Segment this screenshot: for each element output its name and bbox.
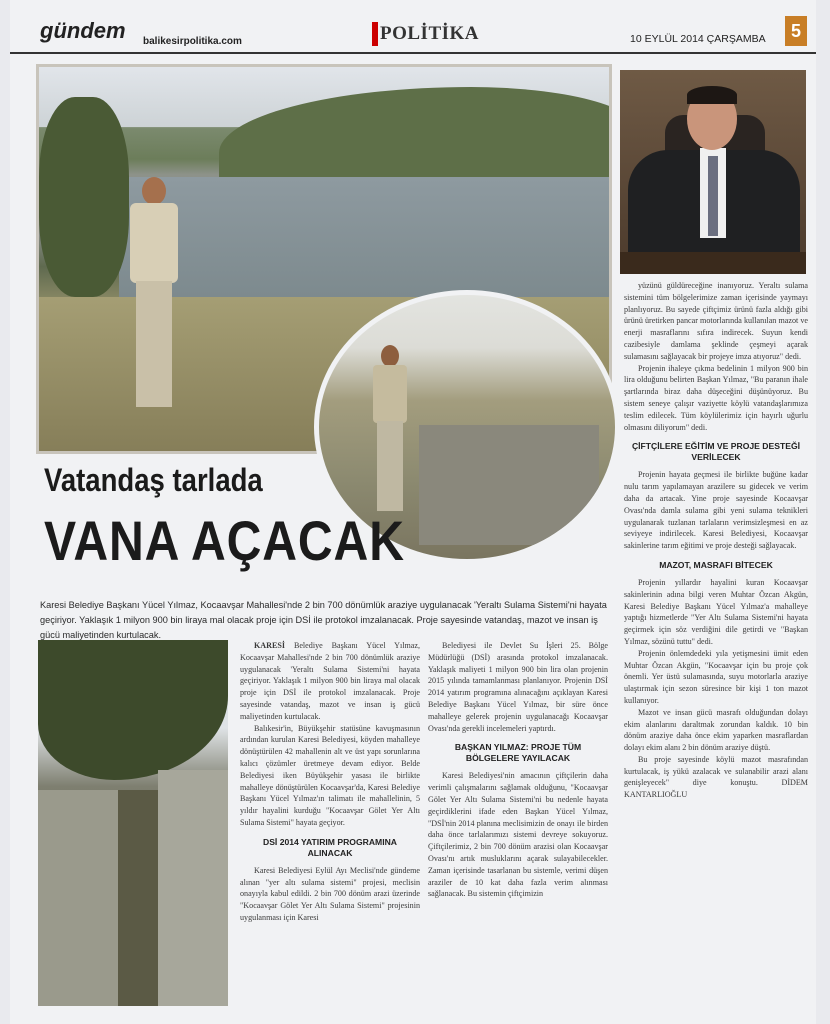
article-column-2 xyxy=(428,640,608,900)
paragraph: Belediyesi ile Devlet Su İşleri 25. Bölge Müdürlüğü (DSİ) arasında protokol imzalanacak. Yaklaşık maliyeti 1 milyon 900 bin lira olan projenin 2015 yılında tamamlanması planlanıyor. Projenin DSİ 2014 yatırım programına alınacağını açıklayan Karesi Belediye Başkanı Yücel Yılmaz, bir süre önce mahalleye gelerek projenin uygulanacağı Kocaavşar Ovası'nda gerekli incelemeleri yaptırdı. xyxy=(428,641,608,733)
paragraph: Belediye Başkanı Yücel Yılmaz, Kocaavşar Mahallesi'nde 2 bin 700 dönümlük araziye uygulanacak 'Yeraltı Sulama Sistemi'ni hayata geçiriyor. Yaklaşık 1 milyon 900 bin liraya mal olacak proje için DSİ ile protokol imzalanacak. Proje sayesinde vatandaş, mazot ve insan iş gücü maliyetinden kurtulacak. xyxy=(240,641,420,721)
article-column-3 xyxy=(624,280,808,801)
byline: DİDEM KANTARLIOĞLU xyxy=(624,778,808,800)
subheading: MAZOT, MASRAFI BİTECEK xyxy=(659,559,773,570)
page-header xyxy=(10,0,816,54)
paragraph: Projenin hayata geçmesi ile birlikte buğüne kadar nulu tarım yapılamayan arazilere su gidecek ve verim daha da artacak. Yine proje sayesinde Kocaavşar Ovası'nda damla sulama gibi yeni sulama teknikleri uygulanarak tuzlanan tarlaların verimsizleşmesi en az seviyeye indirilecek. Karesi Belediyesi, Kocaavşar sakinlerine tarım eğitimi ve proje desteği sağlayacak. xyxy=(624,470,808,551)
article-column-1 xyxy=(240,640,420,924)
mayor-portrait-photo xyxy=(620,70,806,274)
newspaper-logo xyxy=(372,20,479,48)
paragraph: Karesi Belediyesi Eylül Ayı Meclisi'nde gündeme alınan "yer altı sulama sistemi" projesi, meclisin onayıyla kabul edildi. 2 bin 700 dönüm arazi üzerinde "Kocaavşar Gölet Yer Altı Sulama Sistemi" projesinin uygulanması için Karesi xyxy=(240,865,420,922)
paragraph: Bu proje sayesinde köylü mazot masrafından kurtulacak, iş yükü azalacak ve sulanabilir arazi alanı genişleyecek" diye konuştu. xyxy=(624,754,808,788)
paragraph: Balıkesir'in, Büyükşehir statüsüne kavuşmasının ardından kurulan Karesi Belediyesi, köyden mahalleye dönüştürülen 42 mahallenin alt ve üst yapı sorunlarına kalıcı çözümler üretmeye devam ediyor. Belde Belediyesi iken Büyükşehir yasası ile birlikte mahalleye dönüştürülen Kocaavşar'da, Karesi Belediye Başkanı Yücel Yılmaz'ın talimatı ile mahallelinin, 5 yıldır hayalini kurduğu "Kocaavşar Gölet Yer Altı Sulama Sistemi" hayata geçiyor. xyxy=(240,723,420,827)
man-at-tank-figure xyxy=(369,345,409,515)
section-name: gündem xyxy=(40,18,126,43)
paragraph: Projenin önlemdedeki yıla yetişmesini ümit eden Muhtar Özcan Akgün, "Kocaavşar için bu proje çok önemli. Yer üstü sulamasında, suyu motorlarla araziye ulaştırmak için sezon süresince bir kişi 1 ton mazot kullanıyor. xyxy=(624,648,808,705)
dateline: KARESİ xyxy=(254,641,286,650)
logo-text: POLİTİKA xyxy=(380,23,480,44)
page-number: 5 xyxy=(785,16,807,46)
article-lead: Karesi Belediye Başkanı Yücel Yılmaz, Kocaavşar Mahallesi'nde 2 bin 700 dönümlük araziye uygulanacak 'Yeraltı Sulama Sistemi'ni hayata geçiriyor. Yaklaşık 1 milyon 900 bin liraya mal olacak proje için DSİ ile protokol imzalanacak. Proje sayesinde vatandaş, mazot ve insan iş gücü maliyetinden kurtulacak. xyxy=(40,600,607,640)
paragraph: Mazot ve insan gücü masrafı olduğundan dolayı ekim alanlarını daraltmak zorundan kaldık. 10 bin dönüm araziye daha önce ekim yaparken masraflardan dolayı ekim alanı 2 bin dönüm araziye düştü. xyxy=(624,707,808,753)
headline-kicker: Vatandaş tarlada xyxy=(44,462,263,498)
logo-mark xyxy=(372,22,378,46)
canal-photo xyxy=(38,640,228,1006)
subheading: ÇİFTÇİLERE EĞİTİM VE PROJE DESTEĞİ VERİLECEK xyxy=(631,441,801,463)
paragraph: Projenin ihaleye çıkma bedelinin 1 milyon 900 bin lira olduğunu belirten Başkan Yılmaz, "Bu paranın ihale şartlarında biraz daha düşeceğini düşünüyoruz. Bu sistem seneye çalışır vaziyette köylü vatandaşlarımıza teslim edilecek. Tüm köylülerimiz için hayırlı uğurlu olmasını diliyorum" dedi. xyxy=(624,363,808,432)
paragraph: yüzünü güldüreceğine inanıyoruz. Yeraltı sulama sistemini tüm bölgelerimize zaman içerisinde yaymayı planlıyoruz. Bu sayede çiftçimiz ürünü fazla aldığı gibi ürünü üretirken pancar motorlarında kullanılan mazot ve enerji masraflarını sıfıra indirecek. Suyun kendi cazibesiyle damlama şeklinde çeşmeyi açarak sulamasını sağlayacak bir projeye imza atıyoruz" dedi. xyxy=(624,281,808,361)
paragraph: Karesi Belediyesi'nin amacının çiftçilerin daha verimli çalışmalarını sağlamak olduğunu, "Kocaavşar Gölet Yer Altı Sulama Sistemi'ni bu nedenle hayata geçirdiklerini ifade eden Başkan Yücel Yılmaz, "DSİ'nin 2014 planına meclisimizin de onayı ile birden daha önce tarlalarımızı sistemi devreye sokuyoruz. Çiftçilerimiz, 2 bin 700 dönüm arazisi olan Kocaavşar Ovası'nı artık musluklarını açarak sulayabilecekler. Zaman içerisinde tasarlanan bu sistemle, verimi düşen araziler de 10 kat daha fazla verim alınması sağlanacak. Bu sistemin çiftçimizin xyxy=(428,771,608,899)
headline-title: VANA AÇACAK xyxy=(44,509,405,572)
site-url[interactable]: balikesirpolitika.com xyxy=(143,36,242,47)
issue-date: 10 EYLÜL 2014 ÇARŞAMBA xyxy=(630,33,766,45)
subheading: BAŞKAN YILMAZ: PROJE TÜM BÖLGELERE YAYILACAK xyxy=(454,742,582,764)
paragraph: Projenin yıllardır hayalini kuran Kocaavşar sakinlerinin adına bilgi veren Muhtar Özcan Akgün, Karesi Belediye Başkanı Yücel Yılmaz'a mahalleye yaptığı hizmetlerde "Yer Altı Sulama Sistemi'ni hayata geçirmek için söz verdiğini dile getirdi ve "Başkan Yılmaz, sözünü tuttu" dedi. xyxy=(624,577,808,646)
newspaper-page xyxy=(10,0,816,1024)
subheading: DSİ 2014 YATIRIM PROGRAMINA ALINACAK xyxy=(262,836,398,858)
man-pointing-figure xyxy=(124,177,184,417)
